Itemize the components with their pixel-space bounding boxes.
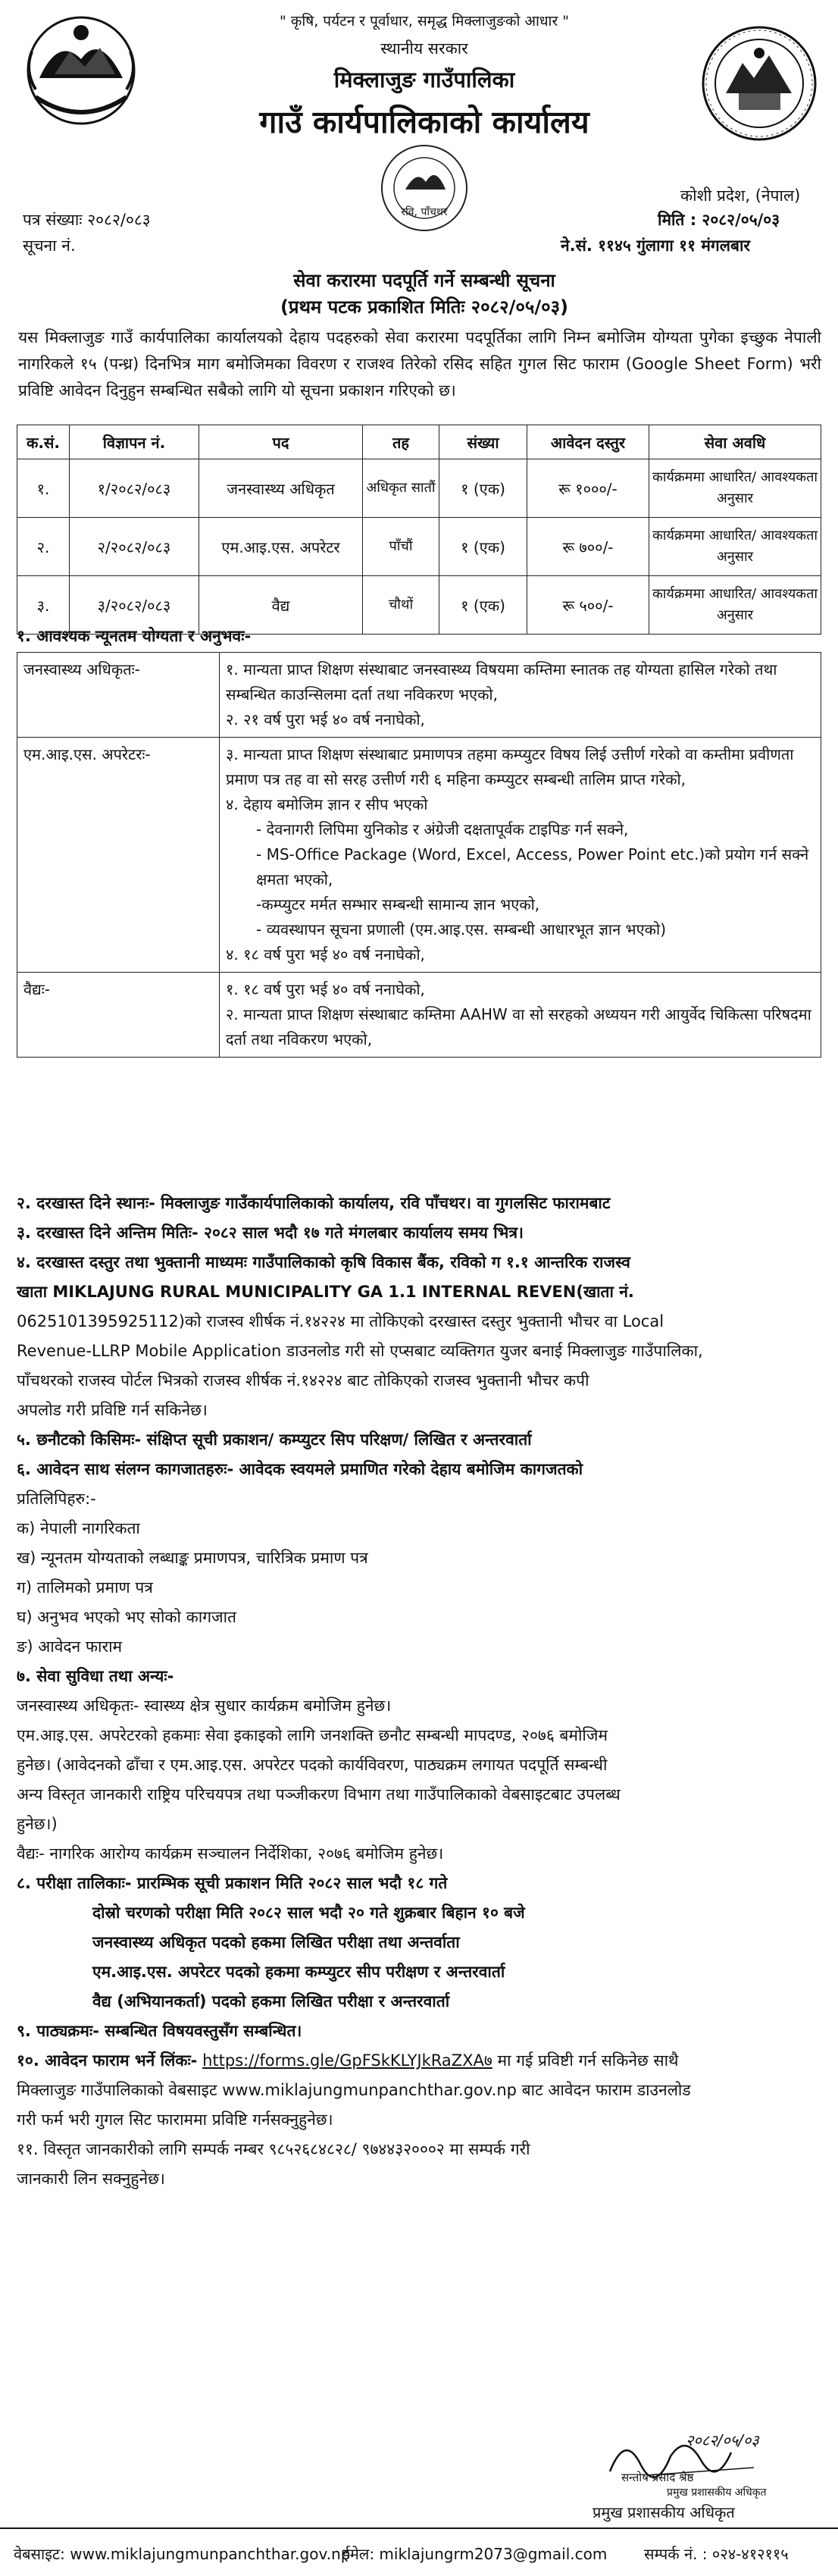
cell-sn: १.: [17, 459, 70, 518]
qualification-line: २. २१ वर्ष पुरा भई ४० वर्ष ननाघेको,: [226, 710, 425, 729]
cell-level: चौथों: [363, 576, 439, 635]
cell-ad-no: १/२०८२/०८३: [70, 459, 199, 518]
section-10-line: [17, 2046, 823, 2076]
municipality-name: मिक्लाजुङ गाउँपालिका: [333, 67, 515, 92]
document-item: घ) अनुभव भएको भए सोको कागजात: [17, 1608, 237, 1626]
table-header-row: [17, 425, 821, 459]
section-8: ८. परीक्षा तालिकाः- प्रारम्भिक सूची प्रकाशन मिति २०८२ साल भदौ १८ गते: [17, 1874, 448, 1892]
cell-sn: ३.: [17, 576, 70, 635]
section-10-suffix: मा गई प्रविष्टी गर्न सकिनेछ साथै: [497, 2051, 679, 2070]
cell-count: १ (एक): [439, 459, 527, 518]
header-count: संख्या: [439, 425, 527, 459]
qualification-line: १. मान्यता प्राप्त शिक्षण संस्थाबाट जनस्वास्थ्य विषयमा कम्तिमा स्नातक तह योग्यता हासिल गरेको तथा सम्बन्धित काउन्सिलमा दर्ता तथा नविकरण भएको,: [226, 660, 777, 704]
signatory-title-small: प्रमुख प्रशासकीय अधिकृत: [667, 2487, 767, 2499]
qualification-heading: १. आवश्यक न्यूनतम योग्यता र अनुभवः-: [17, 627, 252, 645]
cell-fee: रू ७००/-: [527, 518, 649, 576]
section-4-line: खाता MIKLAJUNG RURAL MUNICIPALITY GA 1.1 INTERNAL REVEN(खाता नं.: [17, 1283, 634, 1301]
section-6-line: प्रतिलिपिहरु:-: [17, 1490, 96, 1508]
section-3: ३. दरखास्त दिने अन्तिम मितिः- २०८२ साल भदौ १७ गते मंगलबार कार्यालय समय भित्र।: [17, 1224, 524, 1242]
stamp-text: रवि, पाँचथर: [401, 206, 448, 218]
footer-email: ईमेल: miklajungrm2073@gmail.com: [342, 2545, 608, 2563]
header-term: सेवा अवधि: [649, 425, 821, 459]
table-row: [17, 518, 821, 576]
qualification-table: [17, 652, 821, 1058]
cell-count: १ (एक): [439, 518, 527, 576]
qualification-detail: [220, 738, 821, 973]
header-sn: क.सं.: [17, 425, 70, 459]
section-7-line: हुनेछ। (आवेदनको ढाँचा र एम.आइ.एस. अपरेटर पदको कार्यविवरण, पाठ्यक्रम लगायत पदपूर्ति सम्बन्धी: [17, 1756, 608, 1774]
section-10-line: मिक्लाजुङ गाउँपालिकाको वेबसाइट www.miklajungmunpanchthar.gov.np बाट आवेदन फाराम डाउनलोड: [17, 2081, 691, 2099]
exam-item: एम.आइ.एस. अपरेटर पदको हकमा कम्प्युटर सीप परीक्षण र अन्तरवार्ता: [92, 1963, 505, 1981]
qualification-subline: - MS-Office Package (Word, Excel, Access, Power Point etc.)को प्रयोग गर्न सक्ने क्षमता भएको,: [256, 845, 809, 888]
document-item: ख) न्यूनतम योग्यताको लब्धाङ्क प्रमाणपत्र, चारित्रिक प्रमाण पत्र: [17, 1549, 368, 1567]
header-level: तह: [363, 425, 439, 459]
qualification-row: [17, 653, 821, 738]
cell-ad-no: ३/२०८२/०८३: [70, 576, 199, 635]
qualification-detail: [220, 653, 821, 738]
qualification-row: [17, 973, 821, 1058]
notice-intro: यस मिक्लाजुङ गाउँ कार्यपालिका कार्यालयको देहाय पदहरुको सेवा करारमा पदपूर्तिका लागि निम्न बमोजिम योग्यता पुगेका इच्छुक नेपाली नागरिकले १५ (पन्ध्र) दिनभित्र माग बमोजिमका विवरण र राजश्व तिरेको रसिद सहित गुगल सिट फाराम (Google Sheet Form) भरी प्रविष्टि आवेदन दिनुहुन सम्बन्धित सबैको लागि यो सूचना प्रकाशन गरिएको छ।: [18, 328, 821, 400]
footer-phone: सम्पर्क नं. : ०२४-४१२११५: [644, 2545, 789, 2563]
office-stamp-icon: [379, 143, 470, 233]
cell-fee: रू ५००/-: [527, 576, 649, 635]
cell-fee: रू १०००/-: [527, 459, 649, 518]
cell-post: जनस्वास्थ्य अधिकृत: [199, 459, 363, 518]
cell-term: कार्यक्रममा आधारित/ आवश्यकता अनुसार: [649, 459, 821, 518]
section-5: ५. छनौटको किसिमः- संक्षिप्त सूची प्रकाशन/ कम्प्युटर सिप परिक्षण/ लिखित र अन्तरवार्ता: [17, 1431, 532, 1449]
qualification-subline: - देवनागरी लिपिमा युनिकोड र अंग्रेजी दक्षतापूर्वक टाइपिङ गर्न सक्ने,: [256, 820, 629, 838]
vacancy-table: [17, 425, 821, 635]
notice-subtitle: (प्रथम पटक प्रकाशित मितिः २०८२/०५/०३): [280, 296, 569, 318]
signatory-name: सन्तोष प्रसाद श्रेष्ठ: [621, 2471, 694, 2484]
section-4-line: 06251013959251​12)को राजस्व शीर्षक नं.१४२२४ मा तोकिएको दरखास्त दस्तुर भुक्तानी भौचर वा Local: [17, 1312, 664, 1330]
section-9: ९. पाठ्यक्रमः- सम्बन्धित विषयवस्तुसँग सम्बन्धित।: [17, 2022, 302, 2040]
document-item: ग) तालिमको प्रमाण पत्र: [17, 1578, 153, 1597]
section-4-line: अपलोड गरी प्रविष्टि गर्न सकिनेछ।: [17, 1401, 208, 1419]
notice-title: सेवा करारमा पदपूर्ति गर्ने सम्बन्धी सूचना: [293, 270, 555, 291]
exam-item: वैद्य (अभियानकर्ता) पदको हकमा लिखित परीक्षा र अन्तरवार्ता: [92, 1992, 450, 2010]
cell-sn: २.: [17, 518, 70, 576]
qualification-line: ४. १८ वर्ष पुरा भई ४० वर्ष ननाघेको,: [226, 945, 425, 964]
document-item: क) नेपाली नागरिकता: [17, 1519, 140, 1537]
footer-divider: [0, 2527, 838, 2529]
qualification-row: [17, 738, 821, 973]
letter-number: पत्र संख्याः २०८२/०८३: [23, 211, 151, 229]
signatory-title: प्रमुख प्रशासकीय अधिकृत: [593, 2503, 735, 2521]
section-7-line: एम.आइ.एस. अपरेटरको हकमाः सेवा इकाइको लागि जनशक्ति छनौट सम्बन्धी मापदण्ड, २०७६ बमोजिम: [17, 1726, 608, 1744]
section-7-line: हुनेछ।): [17, 1815, 58, 1833]
header-post: पद: [199, 425, 363, 459]
section-11-line: ११. विस्तृत जानकारीको लागि सम्पर्क नम्बर ९८५२६८४८२८/ ९७४४३२०००२ मा सम्पर्क गरी: [17, 2140, 530, 2158]
qualification-line: १. १८ वर्ष पुरा भई ४० वर्ष ननाघेको,: [226, 980, 425, 998]
cell-level: पाँचौं: [363, 518, 439, 576]
nepal-sambat-date: ने.सं. ११४५ गुंलागा ११ मंगलबार: [561, 237, 750, 255]
section-7: ७. सेवा सुविधा तथा अन्यः-: [17, 1667, 174, 1685]
section-4-line: पाँचथरको राजस्व पोर्टल भित्रको राजस्व शीर्षक नं.१४२२४ बाट तोकिएको राजस्व भुक्तानी भौचर कपी: [17, 1371, 589, 1390]
application-form-link[interactable]: https://forms.gle/GpFSkKLY​JkRaZXA७: [202, 2051, 492, 2070]
exam-item: जनस्वास्थ्य अधिकृत पदको हकमा लिखित परीक्षा तथा अन्तर्वाता: [92, 1933, 460, 1951]
footer-website: वेबसाइट: www.miklajungmunpanchthar.gov.np: [14, 2545, 351, 2563]
tagline: " कृषि, पर्यटन र पूर्वाधार, समृद्ध मिक्लाजुङको आधार ": [279, 13, 570, 30]
signature-date: २०८२/०५/०३: [686, 2431, 759, 2449]
cell-term: कार्यक्रममा आधारित/ आवश्यकता अनुसार: [649, 576, 821, 635]
header-ad-no: विज्ञापन नं.: [70, 425, 199, 459]
nepal-emblem-icon: [17, 6, 145, 135]
section-7-line: जनस्वास्थ्य अधिकृतः- स्वास्थ्य क्षेत्र सुधार कार्यक्रम बमोजिम हुनेछ।: [17, 1697, 392, 1715]
cell-post: वैद्य: [199, 576, 363, 635]
exam-item: दोस्रो चरणको परीक्षा मिति २०८२ साल भदौ २० गते शुक्रबार बिहान १० बजे: [92, 1904, 525, 1922]
section-10-label: १०. आवेदन फाराम भर्ने लिंकः-: [17, 2051, 198, 2070]
government-label: स्थानीय सरकार: [380, 39, 468, 58]
section-2: २. दरखास्त दिने स्थानः- मिक्लाजुङ गाउँकार्यपालिकाको कार्यालय, रवि पाँचथर। वा गुगलसिट फारामबाट: [17, 1194, 611, 1212]
cell-count: १ (एक): [439, 576, 527, 635]
section-4-line: Revenue-LLRP Mobile Application डाउनलोड गरी सो एप्सबाट व्यक्तिगत युजर बनाई मिक्लाजुङ गाउँपालिका,: [17, 1342, 703, 1360]
table-row: [17, 459, 821, 518]
qualification-detail: [220, 973, 821, 1058]
office-name: गाउँ कार्यपालिकाको कार्यालय: [259, 104, 589, 140]
qualification-subline: -कम्प्युटर मर्मत सम्भार सम्बन्धी सामान्य ज्ञान भएको,: [256, 895, 540, 914]
qualification-line: २. मान्यता प्राप्त शिक्षण संस्थाबाट कम्तिमा AAHW वा सो सरहको अध्ययन गरी आयुर्वेद चिकित्सा परिषदमा दर्ता तथा नविकरण भएको,: [226, 1005, 811, 1048]
province: कोशी प्रदेश, (नेपाल): [680, 186, 801, 205]
header-fee: आवेदन दस्तुर: [527, 425, 649, 459]
section-10-line: गरी फर्म भरी गुगल सिट फाराममा प्रविष्टि गर्नसक्नुहुनेछ।: [17, 2111, 333, 2129]
section-7-line: वैद्यः- नागरिक आरोग्य कार्यक्रम सञ्चालन निर्देशिका, २०७६ बमोजिम हुनेछ।: [17, 1844, 444, 1863]
section-7-line: अन्य विस्तृत जानकारी राष्ट्रिय परिचयपत्र तथा पञ्जीकरण विभाग तथा गाउँपालिकाको वेबसाइटबाट उपलब्ध: [17, 1785, 621, 1804]
section-6-line: ६. आवेदन साथ संलग्न कागजातहरुः- आवेदक स्वयमले प्रमाणित गरेको देहाय बमोजिम कागजतको: [17, 1460, 583, 1478]
qualification-label: एम.आइ.एस. अपरेटरः-: [17, 738, 220, 973]
qualification-subline: - व्यवस्थापन सूचना प्रणाली (एम.आइ.एस. सम्बन्धी आधारभूत ज्ञान भएको): [256, 920, 667, 939]
qualification-line: ३. मान्यता प्राप्त शिक्षण संस्थाबाट प्रमाणपत्र तहमा कम्प्युटर विषय लिई उत्तीर्ण गरेको वा कम्तीमा प्रवीणता प्रमाण पत्र तह वा सो सरह उत्तीर्ण गरी ६ महिना कम्प्युटर सम्बन्धी तालिम प्राप्त गरेको,: [226, 745, 794, 788]
section-4-line: ४. दरखास्त दस्तुर तथा भुक्तानी माध्यमः गाउँपालिकाको कृषि विकास बैंक, रविको ग १.१ आन्तरिक राजस्व: [17, 1253, 630, 1271]
qualification-line: ४. देहाय बमोजिम ज्ञान र सीप भएको: [226, 795, 428, 813]
cell-post: एम.आइ.एस. अपरेटर: [199, 518, 363, 576]
qualification-label: जनस्वास्थ्य अधिकृतः-: [17, 653, 220, 738]
cell-level: अधिकृत सातौं: [363, 459, 439, 518]
section-body: [17, 1189, 823, 2194]
document-item: ङ) आवेदन फाराम: [17, 1637, 123, 1656]
section-11-line: जानकारी लिन सक्नुहुनेछ।: [17, 2170, 165, 2188]
qualification-label: वैद्यः-: [17, 973, 220, 1058]
cell-ad-no: २/२०८२/०८३: [70, 518, 199, 576]
municipality-logo-icon: [697, 21, 822, 146]
cell-term: कार्यक्रममा आधारित/ आवश्यकता अनुसार: [649, 518, 821, 576]
notice-number: सूचना नं.: [23, 237, 76, 255]
date: मिति : २०८२/०५/०३: [658, 211, 780, 229]
